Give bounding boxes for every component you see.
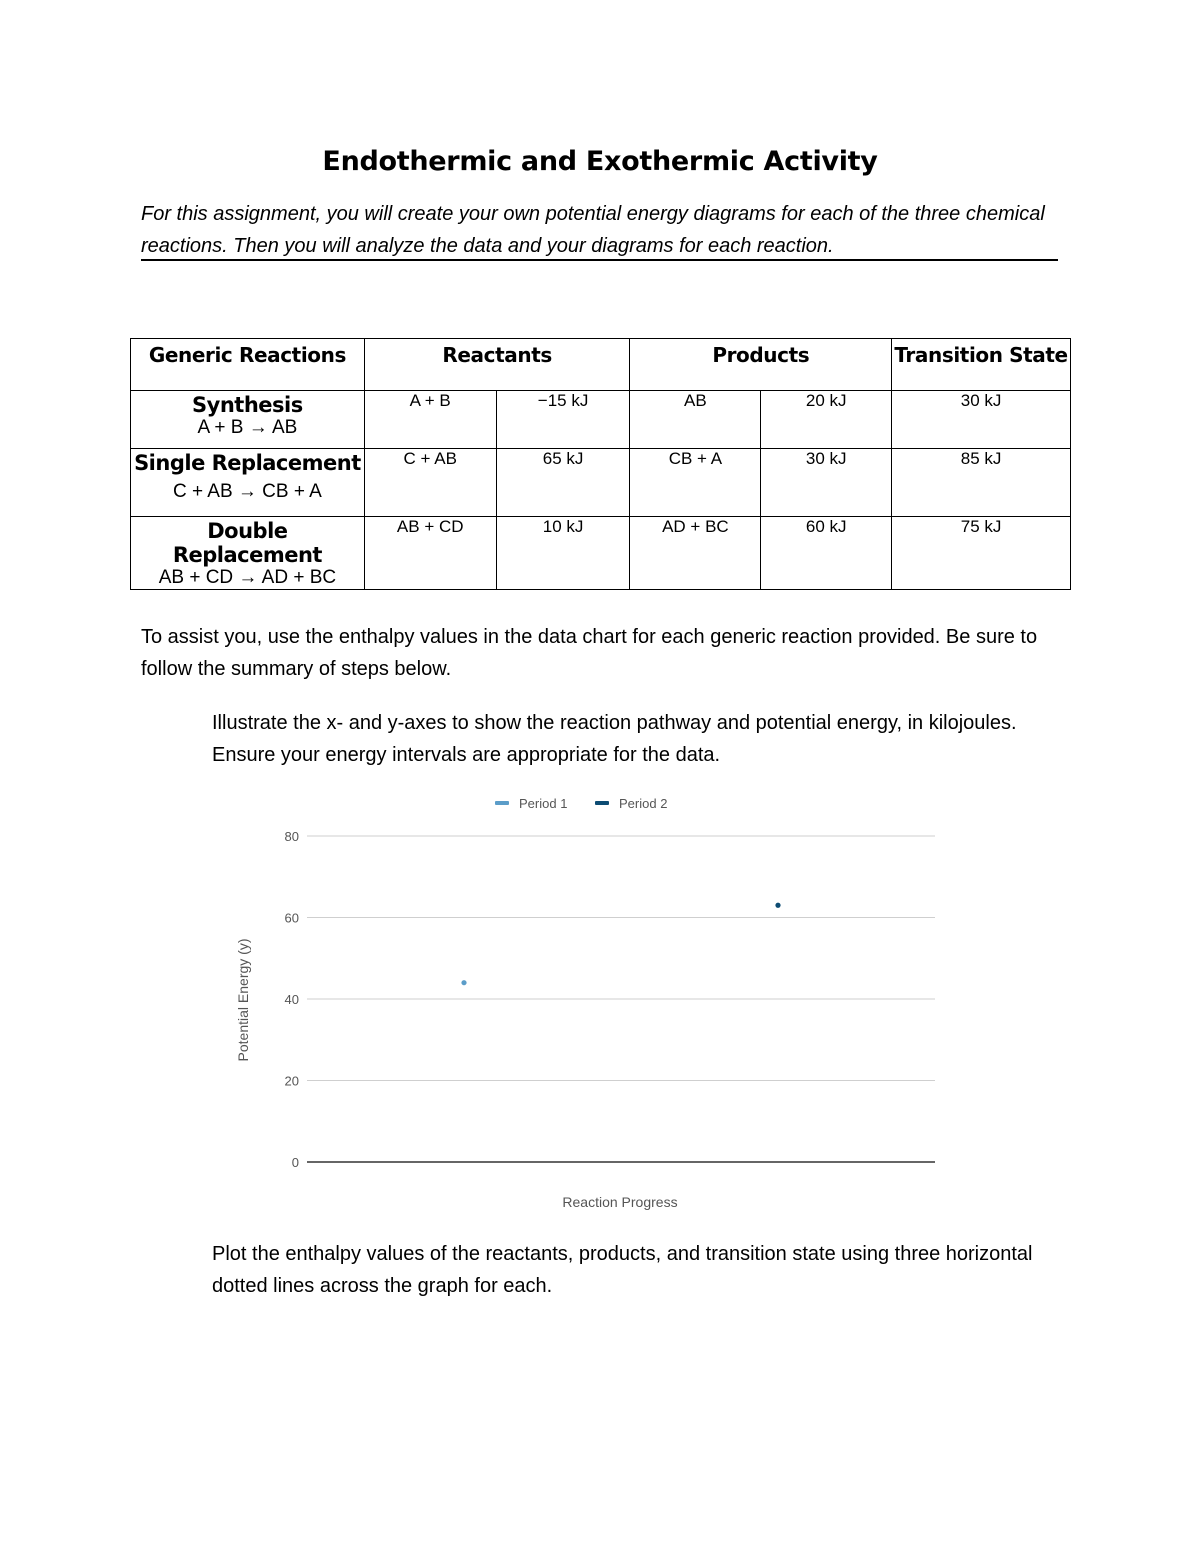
y-tick-label: 20 [284,1073,299,1089]
reaction-equation: C + AB → CB + A [172,481,322,502]
chart-gridlines [307,836,935,1162]
reactant-energy-cell: −15 kJ [496,391,630,449]
intro-text: For this assignment, you will create your own potential energy diagrams for each of the three chemical reactions. Then you will analyze the data and your diagrams for each reaction. [141,203,1045,257]
reactant-energy-cell: 65 kJ [496,449,630,517]
data-point-period-2 [775,903,780,908]
legend-label: Period 1 [519,796,568,811]
intro-underline [141,259,1058,261]
reaction-equation: A + B → AB [197,417,298,438]
table-row [131,517,1071,590]
header-products: Products [630,339,892,391]
y-tick-label: 60 [284,910,299,926]
reactant-cell: C + AB [364,449,496,517]
reaction-equation: AB + CD → AD + BC [158,567,337,588]
chart-points [461,903,780,986]
page-title: Endothermic and Exothermic Activity [322,146,878,177]
chart-legend [495,796,667,811]
reactant-energy-cell: 10 kJ [496,517,630,590]
header-transition-state: Transition State [892,339,1071,391]
legend-swatch [495,801,509,805]
y-tick-label: 0 [291,1155,299,1170]
reactant-cell: AB + CD [364,517,496,590]
reactant-cell: A + B [364,391,496,449]
data-point-period-1 [461,980,466,985]
chart-y-axis-title: Potential Energy (y) [235,938,251,1062]
table-row [131,449,1071,517]
header-reactants: Reactants [364,339,630,391]
legend-swatch [595,801,609,805]
reaction-name: Single Replacement [134,451,361,475]
legend-label: Period 2 [619,796,668,811]
reaction-data-table [130,338,1071,590]
step-axes-text: Illustrate the x- and y-axes to show the reaction pathway and potential energy, in kilojoules. Ensure your energy intervals are appropriate for the data. [212,712,1017,766]
step-plot-text: Plot the enthalpy values of the reactants, products, and transition state using three horizontal dotted lines across the graph for each. [212,1243,1033,1297]
table-header-row [131,339,1071,391]
transition-energy-cell: 85 kJ [892,449,1071,517]
chart-x-axis-title: Reaction Progress [562,1194,678,1210]
instructions-paragraph: To assist you, use the enthalpy values in the data chart for each generic reaction provided. Be sure to follow the summary of steps below. [141,626,1038,680]
product-energy-cell: 20 kJ [761,391,892,449]
table-row [131,391,1071,449]
product-energy-cell: 60 kJ [761,517,892,590]
transition-energy-cell: 30 kJ [892,391,1071,449]
product-energy-cell: 30 kJ [761,449,892,517]
header-generic-reactions: Generic Reactions [131,339,365,391]
product-cell: AD + BC [630,517,761,590]
reaction-name: Double Replacement [172,519,322,567]
product-cell: CB + A [630,449,761,517]
y-tick-label: 40 [284,992,299,1007]
chart-y-ticks [285,829,299,1170]
product-cell: AB [630,391,761,449]
energy-chart [225,785,965,1215]
transition-energy-cell: 75 kJ [892,517,1071,590]
energy-chart-svg [225,785,965,1215]
reaction-name: Synthesis [192,393,303,417]
y-tick-label: 80 [284,829,299,844]
